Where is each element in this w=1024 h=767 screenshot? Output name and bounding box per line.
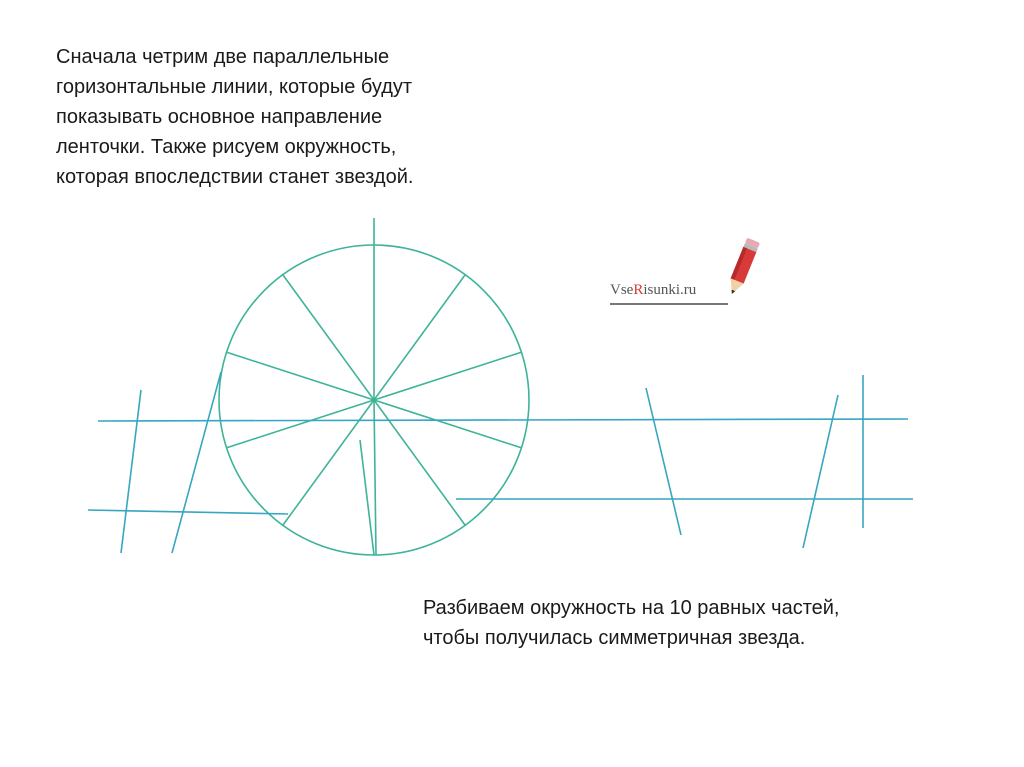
- radial-line: [374, 400, 522, 448]
- right-end-slant-line: [803, 395, 838, 548]
- intro-line: которая впоследствии станет звездой.: [56, 166, 414, 188]
- radial-line: [283, 400, 374, 525]
- right-slant-line: [646, 388, 681, 535]
- logo-text-suffix: isunki.ru: [643, 282, 697, 298]
- radial-line: [374, 400, 465, 525]
- intro-line: горизонтальные линии, которые будут: [56, 76, 413, 98]
- radial-line: [374, 352, 522, 400]
- lower-left-parallel-line: [88, 510, 288, 514]
- intro-line: показывать основное направление: [56, 106, 383, 128]
- logo-underline: [610, 303, 728, 305]
- caption-line: чтобы получилась симметричная звезда.: [423, 627, 806, 649]
- ribbon-guide-lines: [88, 372, 913, 553]
- intro-line: Сначала четрим две параллельные: [56, 46, 390, 68]
- radial-line: [283, 275, 374, 400]
- radial-line: [226, 400, 374, 448]
- logo-text-prefix: Vse: [610, 282, 634, 298]
- left-slant-line: [172, 372, 221, 553]
- logo-text: [610, 282, 696, 299]
- logo-text-accent: R: [633, 282, 644, 298]
- radial-lines: [226, 218, 522, 555]
- caption-paragraph: [423, 593, 943, 653]
- intro-line: ленточки. Также рисуем окружность,: [56, 136, 397, 158]
- radial-line: [360, 440, 374, 555]
- radial-line: [374, 275, 465, 400]
- caption-line: Разбиваем окружность на 10 равных частей,: [423, 597, 840, 619]
- vserisunki-logo: [610, 236, 760, 310]
- left-end-line: [121, 390, 141, 553]
- pencil-icon: [722, 236, 762, 302]
- radial-line: [226, 352, 374, 400]
- radial-line: [374, 400, 376, 555]
